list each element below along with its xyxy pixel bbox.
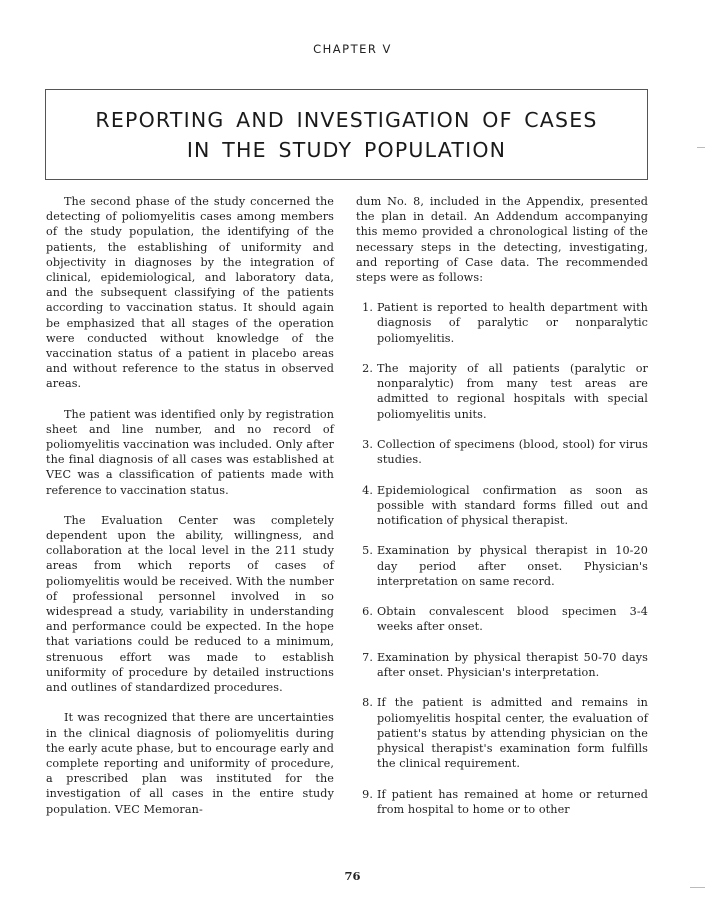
scan-margin-mark [697, 147, 705, 148]
step-number: 4. [362, 483, 373, 497]
step-number: 3. [362, 438, 373, 452]
right-column [356, 194, 648, 832]
step-item [356, 604, 648, 634]
chapter-label: CHAPTER V [313, 42, 392, 56]
step-number: 8. [362, 696, 373, 710]
recommended-steps-list [356, 300, 648, 817]
step-item [356, 787, 648, 817]
step-number: 6. [362, 605, 373, 619]
paragraph-evaluation-center: The Evaluation Center was completely dependent upon the ability, willingness, and collaboration at the local level in the 211 study areas from which reports of cases of poliomyelitis would be received. With the number of professional personnel involved in so widespread a study, variability in understanding and performance could be expected. In the hope that variations could be reduced to a minimum, strenuous effort was made to establish uniformity of procedure by detailed instructions and outlines of standardized procedures. [46, 513, 334, 695]
step-text: If patient has remained at home or returned from hospital to home or to other [377, 787, 648, 816]
step-item [356, 695, 648, 771]
paragraph-second-phase: The second phase of the study concerned the detecting of poliomyelitis cases among members of the study population, the identifying of the patients, the establishing of uniformity and objectivity in diagnoses by the integration of clinical, epidemiological, and laboratory data, and the subsequent classifying of the patients according to vaccination status. It should again be emphasized that all stages of the operation were conducted without knowledge of the vaccination status of a patient in placebo areas and without reference to the status in observed areas. [46, 195, 334, 391]
left-column [46, 194, 334, 832]
step-item [356, 361, 648, 422]
paragraph-memorandum-continued: dum No. 8, included in the Appendix, presented the plan in detail. An Addendum accompanying this memo provided a chronological listing of the necessary steps in the detecting, investigating, and reporting of Case data. The recommended steps were as follows: [356, 195, 648, 285]
chapter-title-box [45, 89, 648, 180]
step-item [356, 437, 648, 467]
step-text: Patient is reported to health department with diagnosis of paralytic or nonparalytic poliomyelitis. [377, 301, 648, 345]
step-text: If the patient is admitted and remains in poliomyelitis hospital center, the evaluation of patient's status by attending physician on the physical therapist's examination form fulfills the clinical requirement. [377, 696, 648, 771]
step-text: Examination by physical therapist in 10-20 day period after onset. Physician's interpretation on same record. [377, 544, 648, 588]
step-item [356, 300, 648, 346]
step-number: 1. [362, 301, 373, 315]
chapter-title-line-2: IN THE STUDY POPULATION [186, 137, 507, 162]
scan-margin-mark [690, 887, 705, 888]
step-number: 9. [362, 787, 373, 801]
step-item [356, 543, 648, 589]
step-text: The majority of all patients (paralytic or nonparalytic) from many test areas are admitted to regional hospitals with special poliomyelitis units. [377, 362, 648, 421]
page-number: 76 [344, 869, 361, 883]
step-number: 7. [362, 650, 373, 664]
step-number: 5. [362, 544, 373, 558]
step-text: Collection of specimens (blood, stool) for virus studies. [377, 438, 648, 467]
step-text: Examination by physical therapist 50-70 days after onset. Physician's interpretation. [377, 650, 648, 679]
step-text: Obtain convalescent blood specimen 3-4 weeks after onset. [377, 605, 648, 634]
chapter-title-line-1: REPORTING AND INVESTIGATION OF CASES [95, 107, 598, 132]
step-text: Epidemiological confirmation as soon as possible with standard forms filled out and notification of physical therapist. [377, 483, 648, 528]
paragraph-uncertainties: It was recognized that there are uncertainties in the clinical diagnosis of poliomyelitis during the early acute phase, but to encourage early and complete reporting and uniformity of procedure, a prescribed plan was instituted for the investigation of all cases in the entire study population. VEC Memoran- [46, 711, 334, 816]
step-number: 2. [362, 362, 373, 376]
step-item [356, 483, 648, 529]
step-item [356, 650, 648, 680]
paragraph-patient-identification: The patient was identified only by registration sheet and line number, and no record of poliomyelitis vaccination was included. Only after the final diagnosis of all cases was established at VEC was a classification of patients made with reference to vaccination status. [46, 407, 334, 497]
